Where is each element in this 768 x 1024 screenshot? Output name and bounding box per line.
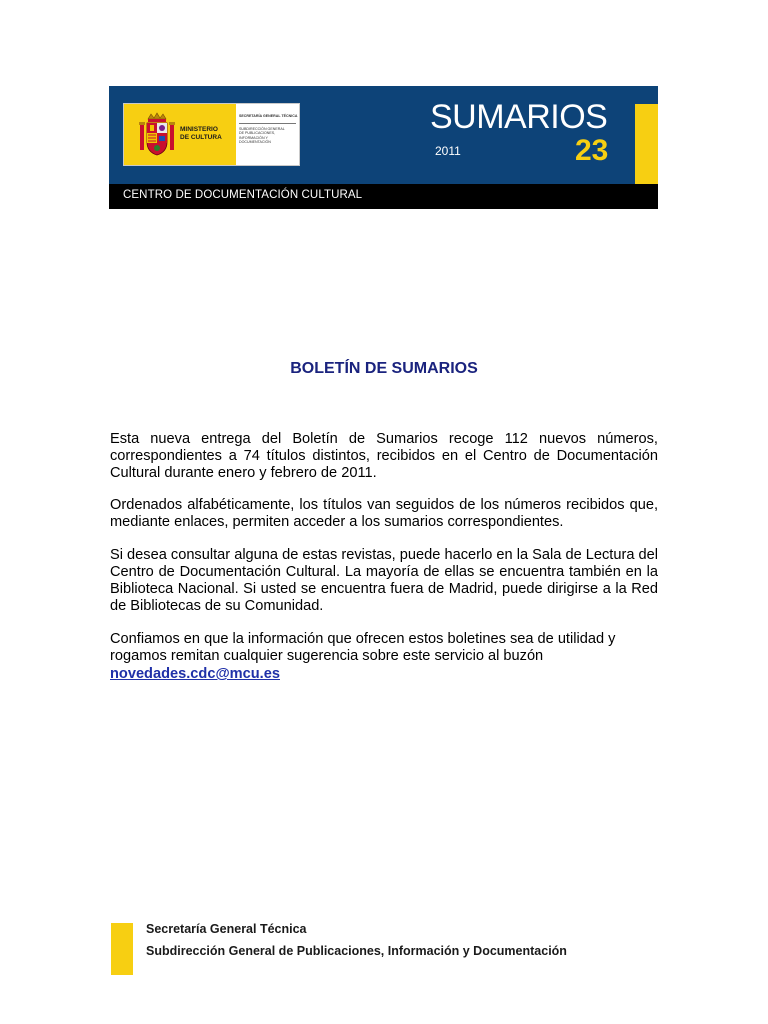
- ministry-logo: [123, 103, 300, 166]
- footer-subdireccion: Subdirección General de Publicaciones, Información y Documentación: [146, 944, 567, 958]
- paragraph-closing: Confiamos en que la información que ofrecen estos boletines sea de utilidad y rogamos remitan cualquier sugerencia sobre este servicio al buzón: [110, 631, 616, 664]
- subdireccion-label: [239, 127, 285, 145]
- footer-accent-bar: [111, 923, 133, 975]
- secretaria-label: SECRETARÍA GENERAL TÉCNICA: [239, 114, 298, 118]
- ministry-name: [180, 126, 222, 141]
- ministry-line1: MINISTERIO: [180, 126, 218, 133]
- subdireccion-line3: INFORMACIÓN Y: [239, 135, 268, 140]
- logo-divider: [239, 123, 296, 124]
- subdireccion-line2: DE PUBLICACIONES,: [239, 131, 276, 136]
- paragraph-consult: Si desea consultar alguna de estas revistas, puede hacerlo en la Sala de Lectura del Centro de Documentación Cultural. La mayoría de ellas se encuentra también en la Biblioteca Nacional. Si usted se encuentra fuera de Madrid, puede dirigirse a la Red de Bibliotecas de su Comunidad.: [110, 547, 658, 614]
- header-accent-bar: [635, 104, 658, 184]
- centro-label: CENTRO DE DOCUMENTACIÓN CULTURAL: [123, 189, 363, 201]
- header-banner: [109, 86, 658, 209]
- paragraph-order: Ordenados alfabéticamente, los títulos van seguidos de los números recibidos que, mediante enlaces, permiten acceder a los sumarios correspondientes.: [110, 497, 658, 530]
- footer-secretaria: Secretaría General Técnica: [146, 922, 307, 936]
- ministry-line2: DE CULTURA: [180, 133, 222, 141]
- subdireccion-line4: DOCUMENTACIÓN: [239, 140, 271, 145]
- banner-main: [109, 86, 658, 184]
- paragraph-intro: Esta nueva entrega del Boletín de Sumarios recoge 112 nuevos números, correspondientes a 74 títulos distintos, recibidos en el Centro de Documentación Cultural durante enero y febrero de 2011.: [110, 431, 658, 481]
- coat-of-arms-icon: [138, 112, 176, 158]
- logo-yellow-panel: [124, 104, 236, 165]
- email-link[interactable]: novedades.cdc@mcu.es: [110, 666, 280, 682]
- banner-strip: [109, 184, 658, 209]
- issue-number: 23: [575, 134, 609, 167]
- page-title: BOLETÍN DE SUMARIOS: [290, 360, 478, 377]
- publication-name: SUMARIOS: [430, 98, 608, 136]
- publication-year: 2011: [435, 144, 461, 158]
- subdireccion-line1: SUBDIRECCIÓN GENERAL: [239, 127, 285, 131]
- logo-text-panel: [236, 104, 299, 165]
